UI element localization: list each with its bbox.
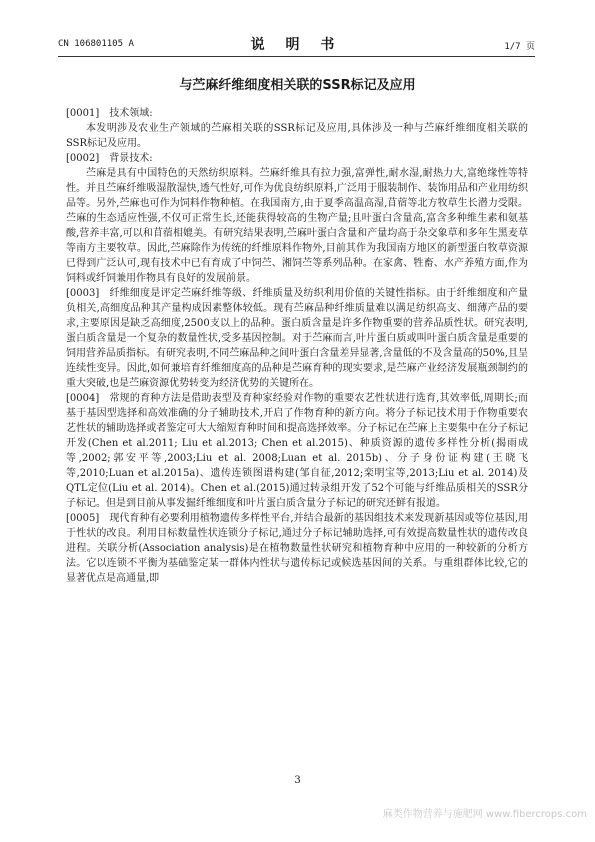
paragraph-0005: [66, 511, 528, 586]
paragraph-0003: [66, 286, 528, 391]
paragraph-0004: [66, 391, 528, 511]
section-heading: 背景技术:: [109, 153, 153, 164]
section-heading: 技术领域:: [109, 108, 153, 119]
document-title: 与苎麻纤维细度相关联的SSR标记及应用: [179, 78, 416, 93]
paragraph-number: [0001]: [66, 108, 100, 119]
page-header: [58, 34, 535, 56]
paragraph-text: 苎麻是具有中国特色的天然纺织原料。苎麻纤维具有拉力强,富弹性,耐水湿,耐热力大,富绝缘性等特性。并且苎麻纤维吸湿散湿快,透气性好,可作为优良纺织原料,广泛用于服装制作、装饰用品和产业用纺织品等。另外,苎麻也可作为饲料作物种植。在我国南方,由于夏季高温高湿,苜蓿等北方牧草生长潜力受限。苎麻的生态适应性强,不仅可正常生长,还能获得较高的生物产量;且叶蛋白含量高,富含多种维生素和氨基酸,营养丰富,可以和苜蓿相媲美。有研究结果表明,苎麻叶蛋白含量和产量均高于杂交象草和多年生黑麦草等南方主要牧草。因此,苎麻除作为传统的纤维原料作物外,目前其作为我国南方地区的新型蛋白牧草资源已得到广泛认可,现有技术中已有育成了中饲苎、湘饲苎等系列品种。在家禽、牲畜、水产养殖方面,作为饲料或纤饲兼用作物具有良好的发展前景。: [66, 168, 528, 284]
paragraph-0002-heading: [66, 151, 528, 166]
paragraph-text: 纤维细度是评定苎麻纤维等级、纤维质量及纺织利用价值的关键性指标。由于纤维细度和产量负相关,高细度品种其产量构成因素整体较低。现有苎麻品种纤维质量难以满足纺织高支、细薄产品的要求,主要原因是缺乏高细度,2500支以上的品种。蛋白质含量是许多作物重要的营养品质性状。研究表明,蛋白质含量是一个复杂的数量性状,受多基因控制。对于苎麻而言,叶片蛋白质或叫叶蛋白质含量是重要的饲用营养品质指标。有研究表明,不同苎麻品种之间叶蛋白含量差异显著,含量低的不及含量高的50%,且呈连续性变异。因此,如何兼培育纤维细度高的品种是苎麻育种的现实要求,是苎麻产业经济发展瓶颈制约的重大突破,也是苎麻资源优势转变为经济优势的关键所在。: [66, 288, 528, 389]
page-info: 1/7 页: [504, 42, 535, 52]
paragraph-text: 本发明涉及农业生产领域的苎麻相关联的SSR标记及应用,具体涉及一种与苎麻纤维细度相关联的SSR标记及应用。: [66, 123, 528, 149]
paragraph-text: 常规的育种方法是借助表型及育种家经验对作物的重要农艺性状进行选育,其效率低,周期长;而基于基因型选择和高效准确的分子辅助技术,开启了作物育种的新方向。将分子标记技术用于作物重要农艺性状的辅助选择或者鉴定可大大缩短育种时间和提高选择效率。分子标记在苎麻上主要集中在分子标记开发(Chen et al.2011; Liu et al.2013; Chen et al.2015)、种质资源的遗传多样性分析(揭雨成等,2002;郭安平等,2003;Liu et al. 2008;Luan et al. 2015b)、分子身份证构建(王晓飞等,2010;Luan et al.2015a)、遗传连锁图谱构建(邹自征,2012;栾明宝等,2013;Liu et al. 2014)及QTL定位(Liu et al. 2014)。Chen et al.(2015)通过转录组开发了52个可能与纤维品质相关的SSR分子标记。但是到目前从事发掘纤维细度和叶片蛋白质含量分子标记的研究还鲜有报道。: [66, 393, 528, 509]
paragraph-number: [0005]: [66, 513, 100, 524]
document-body: [66, 106, 528, 586]
header-divider: [58, 56, 535, 57]
paragraph-number: [0004]: [66, 393, 100, 404]
paragraph-number: [0002]: [66, 153, 100, 164]
paragraph-0001-heading: [66, 106, 528, 121]
page-number: 3: [294, 775, 301, 786]
paragraph-text: 现代育种有必要利用植物遗传多样性平台,并结合最新的基因组技术来发现新基因或等位基因,用于性状的改良。利用目标数量性状连锁分子标记,通过分子标记辅助选择,可有效提高数量性状的遗传改良进程。关联分析(Association analysis)是在植物数量性状研究和植物育种中应用的一种较新的分析方法。它以连锁不平衡为基础鉴定某一群体内性状与遗传标记或候选基因间的关系。与重组群体比较,它的显著优点是高通量,即: [66, 513, 528, 584]
watermark: 麻类作物营养与施肥网 www.fibercrops.com: [382, 809, 587, 820]
doc-number: CN 106801105 A: [58, 39, 134, 49]
doc-type: 说 明 书: [250, 37, 343, 53]
paragraph-number: [0003]: [66, 288, 100, 299]
